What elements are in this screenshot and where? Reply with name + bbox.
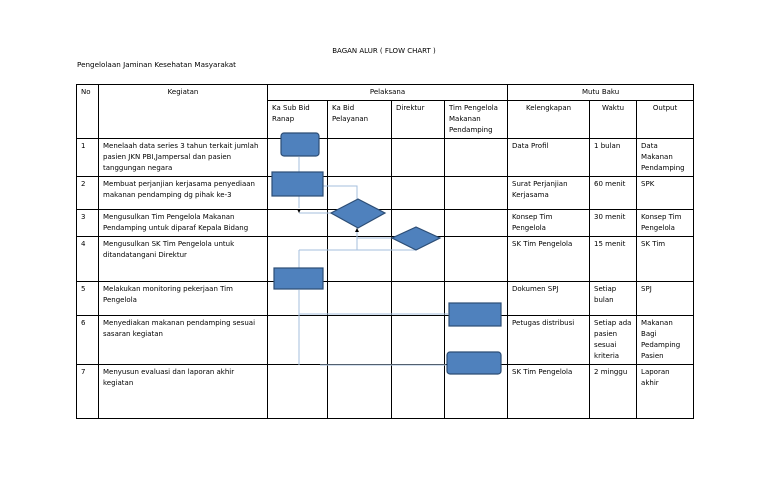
subheader-ka-bid: Ka Bid Pelayanan [328,101,392,139]
row-waktu: 2 minggu [590,365,637,419]
cell-direktur [392,210,445,237]
row-kegiatan: Menyediakan makanan pendamping sesuai sasaran kegiatan [99,316,268,365]
table-row [77,139,694,177]
row-no: 6 [77,316,99,365]
cell-direktur [392,282,445,316]
cell-direktur [392,237,445,282]
cell-ka-bid [328,282,392,316]
row-waktu: 15 menit [590,237,637,282]
table-row [77,237,694,282]
cell-ka-sub-bid [268,365,328,419]
cell-ka-sub-bid [268,282,328,316]
header-kegiatan: Kegiatan [99,85,268,139]
header-mutu-baku: Mutu Baku [508,85,694,101]
row-kelengkapan: Petugas distribusi [508,316,590,365]
row-waktu: 1 bulan [590,139,637,177]
row-kegiatan: Melakukan monitoring pekerjaan Tim Pengelola [99,282,268,316]
row-no: 2 [77,177,99,210]
document-subtitle: Pengelolaan Jaminan Kesehatan Masyarakat [77,60,236,69]
row-output: Makanan Bagi Pedamping Pasien [637,316,694,365]
cell-tim [445,282,508,316]
cell-ka-sub-bid [268,210,328,237]
row-no: 1 [77,139,99,177]
cell-ka-bid [328,237,392,282]
subheader-direktur: Direktur [392,101,445,139]
header-no: No [77,85,99,139]
row-kegiatan: Mengusulkan Tim Pengelola Makanan Pendamping untuk diparaf Kepala Bidang [99,210,268,237]
subheader-kelengkapan: Kelengkapan [508,101,590,139]
row-output: Laporan akhir [637,365,694,419]
flowchart-table [76,84,694,419]
cell-direktur [392,316,445,365]
cell-ka-sub-bid [268,237,328,282]
table-row [77,177,694,210]
row-kegiatan: Menelaah data series 3 tahun terkait jumlah pasien JKN PBI,Jampersal dan pasien tanggungan negara [99,139,268,177]
cell-ka-bid [328,365,392,419]
row-kegiatan: Mengusulkan SK Tim Pengelola untuk ditandatangani Direktur [99,237,268,282]
row-no: 3 [77,210,99,237]
row-kegiatan: Menyusun evaluasi dan laporan akhir kegiatan [99,365,268,419]
cell-direktur [392,365,445,419]
document-title: BAGAN ALUR ( FLOW CHART ) [332,47,436,55]
subheader-output: Output [637,101,694,139]
row-kelengkapan: Data Profil [508,139,590,177]
row-waktu: 30 menit [590,210,637,237]
cell-ka-sub-bid [268,139,328,177]
cell-tim [445,139,508,177]
row-kelengkapan: Surat Perjanjian Kerjasama [508,177,590,210]
table-row [77,210,694,237]
cell-ka-sub-bid [268,316,328,365]
subheader-waktu: Waktu [590,101,637,139]
cell-tim [445,365,508,419]
row-no: 4 [77,237,99,282]
row-output: Data Makanan Pendamping [637,139,694,177]
row-waktu: Setiap ada pasien sesuai kriteria [590,316,637,365]
cell-tim [445,210,508,237]
cell-direktur [392,139,445,177]
row-no: 7 [77,365,99,419]
row-waktu: 60 menit [590,177,637,210]
row-output: Konsep Tim Pengelola [637,210,694,237]
row-kelengkapan: SK Tim Pengelola [508,365,590,419]
cell-direktur [392,177,445,210]
subheader-ka-sub-bid: Ka Sub Bid Ranap [268,101,328,139]
cell-tim [445,177,508,210]
header-row [77,85,694,101]
row-kelengkapan: SK Tim Pengelola [508,237,590,282]
cell-ka-bid [328,316,392,365]
table-row [77,282,694,316]
row-waktu: Setiap bulan [590,282,637,316]
row-kelengkapan: Dokumen SPJ [508,282,590,316]
cell-tim [445,316,508,365]
row-output: SK Tim [637,237,694,282]
cell-ka-sub-bid [268,177,328,210]
header-pelaksana: Pelaksana [268,85,508,101]
cell-ka-bid [328,139,392,177]
row-output: SPJ [637,282,694,316]
row-output: SPK [637,177,694,210]
subheader-tim: Tim Pengelola Makanan Pendamping [445,101,508,139]
cell-ka-bid [328,177,392,210]
table-row [77,365,694,419]
table-row [77,316,694,365]
row-no: 5 [77,282,99,316]
row-kegiatan: Membuat perjanjian kerjasama penyediaan makanan pendamping dg pihak ke-3 [99,177,268,210]
row-kelengkapan: Konsep Tim Pengelola [508,210,590,237]
cell-tim [445,237,508,282]
cell-ka-bid [328,210,392,237]
